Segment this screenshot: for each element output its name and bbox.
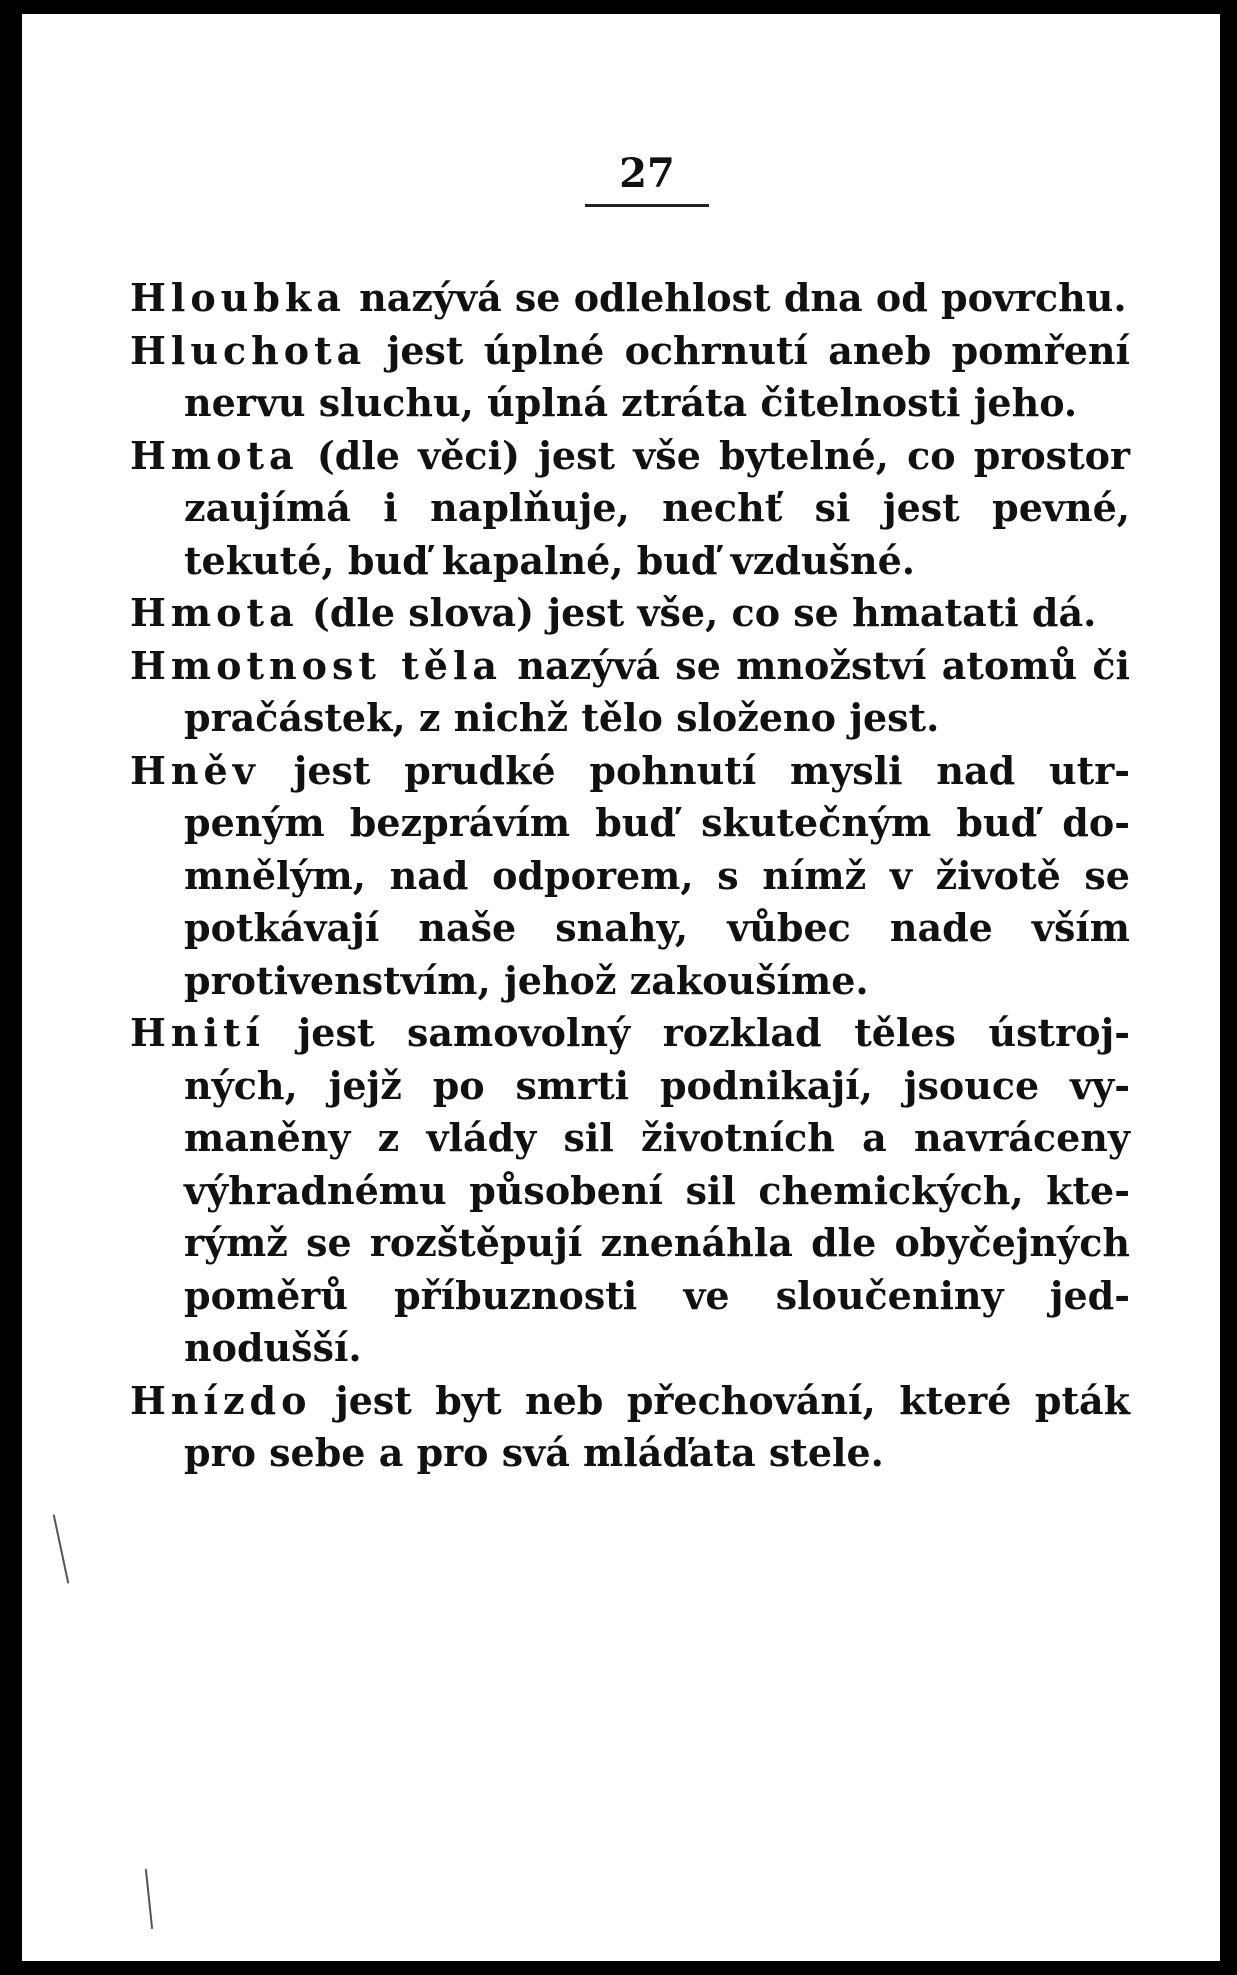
entry-term: Hmota — [130, 432, 299, 478]
entry-hniti — [130, 1007, 1130, 1375]
book-page — [22, 14, 1220, 1961]
entry-definition: nazývá se množství atomů či pračástek, z nichž tělo složeno jest. — [184, 642, 1130, 740]
page-number-rule — [585, 204, 709, 207]
entry-term: Hněv — [130, 747, 260, 793]
entry-definition: nazývá se odlehlost dna od povrchu. — [345, 275, 1127, 320]
entry-hmota-slovo — [130, 587, 1130, 640]
entry-definition: jest samovolný rozklad těles ústrojných, jejž po smrti podnikají, jsouce vymaněny z vlády sil životních a navráceny výhradnému působení sil chemických, kterýmž se rozštěpují znenáhla dle obyčejných poměrů příbuznosti ve sloučeniny jednodušší. — [184, 1010, 1130, 1370]
entry-hnev — [130, 745, 1130, 1008]
scan-artifact-line — [53, 1515, 70, 1584]
entry-hloubka — [130, 272, 1130, 325]
entry-term: Hmotnost těla — [130, 642, 503, 688]
page-number: 27 — [619, 150, 675, 197]
entry-definition: (dle slova) jest vše, co se hmatati dá. — [298, 590, 1097, 635]
entry-definition: jest úplné ochrnutí aneb pomření nervu sluchu, úplná ztráta čitelnosti jeho. — [184, 327, 1130, 425]
entry-term: Hnití — [130, 1010, 265, 1055]
entry-hluchota — [130, 325, 1130, 430]
entry-hmotnost-tela — [130, 640, 1130, 745]
entry-hnizdo — [130, 1375, 1130, 1480]
entry-hmota-vec — [130, 430, 1130, 588]
entry-term: Hnízdo — [130, 1377, 312, 1423]
entry-definition: jest prudké pohnutí mysli nad utrpeným bezprávím buď skutečným buď domnělým, nad odporem, s nímž v životě se potkávají naše snahy, vůbec nade vším protivenstvím, jehož zakoušíme. — [184, 747, 1130, 1003]
entry-term: Hmota — [130, 590, 299, 635]
scan-artifact-line — [145, 1869, 153, 1929]
entry-term: Hloubka — [130, 275, 346, 320]
entry-definition: jest byt neb přechování, které pták pro sebe a pro svá mláďata stele. — [184, 1377, 1130, 1475]
entry-definition: (dle věci) jest vše bytelné, co prostor zaujímá i naplňuje, nechť si jest pevné, tekuté, buď kapalné, buď vzdušné. — [184, 432, 1130, 583]
entry-term: Hluchota — [130, 327, 367, 373]
dictionary-entries — [130, 272, 1130, 1480]
